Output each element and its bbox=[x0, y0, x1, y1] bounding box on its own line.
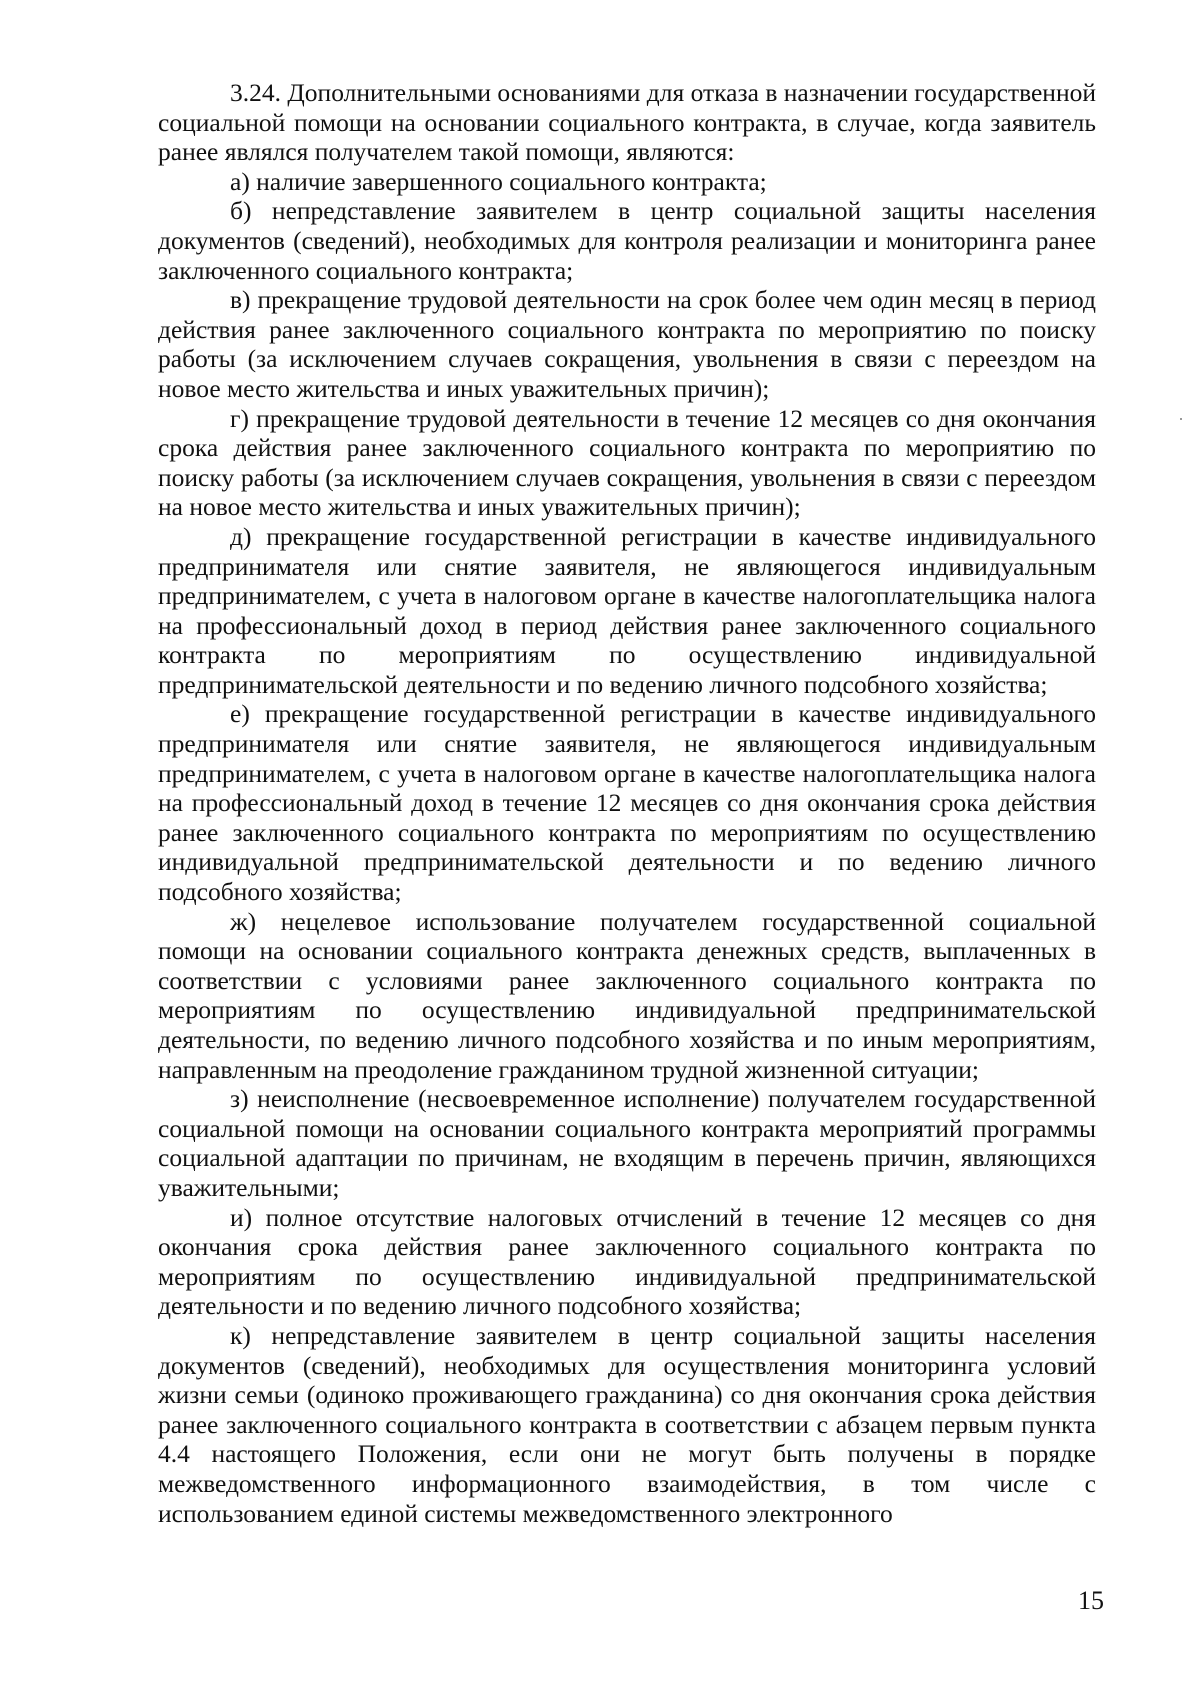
paragraph-g: г) прекращение трудовой деятельности в течение 12 месяцев со дня окончания срока действия ранее заключенного социального контракта по мероприятию по поиску работы (за исключением случаев сокращения, увольнения в связи с переездом на новое место жительства и иных уважительных причин); bbox=[158, 403, 1096, 522]
paragraph-b: б) непредставление заявителем в центр социальной защиты населения документов (сведений), необходимых для контроля реализации и мониторинга ранее заключенного социального контракта; bbox=[158, 196, 1096, 285]
paragraph-d: д) прекращение государственной регистрации в качестве индивидуального предпринимателя или снятие заявителя, не являющегося индивидуальным предпринимателем, с учета в налоговом органе в качестве налогоплательщика налога на профессиональный доход в период действия ранее заключенного социального контракта по мероприятиям по осуществлению индивидуальной предпринимательской деятельности и по ведению личного подсобного хозяйства; bbox=[158, 521, 1096, 699]
paragraph-3-24: 3.24. Дополнительными основаниями для отказа в назначении государственной социальной помощи на основании социального контракта, в случае, когда заявитель ранее являлся получателем такой помощи, являются: bbox=[158, 78, 1096, 167]
scan-speck bbox=[1180, 418, 1182, 420]
paragraph-v: в) прекращение трудовой деятельности на срок более чем один месяц в период действия ранее заключенного социального контракта по мероприятию по поиску работы (за исключением случаев сокращения, увольнения в связи с переездом на новое место жительства и иных уважительных причин); bbox=[158, 285, 1096, 403]
paragraph-k: к) непредставление заявителем в центр социальной защиты населения документов (сведений), необходимых для осуществления мониторинга условий жизни семьи (одиноко проживающего гражданина) со дня окончания срока действия ранее заключенного социального контракта в соответствии с абзацем первым пункта 4.4 настоящего Положения, если они не могут быть получены в порядке межведомственного информационного взаимодействия, в том числе с использованием единой системы межведомственного электронного bbox=[158, 1320, 1096, 1528]
paragraph-i: и) полное отсутствие налоговых отчислений в течение 12 месяцев со дня окончания срока действия ранее заключенного социального контракта по мероприятиям по осуществлению индивидуальной предпринимательской деятельности и по ведению личного подсобного хозяйства; bbox=[158, 1202, 1096, 1321]
paragraph-a: а) наличие завершенного социального контракта; bbox=[230, 166, 767, 196]
paragraph-z: з) неисполнение (несвоевременное исполнение) получателем государственной социальной помощи на основании социального контракта мероприятий программы социальной адаптации по причинам, не входящим в перечень причин, являющихся уважительными; bbox=[158, 1084, 1096, 1202]
document-body bbox=[158, 78, 1096, 1528]
paragraph-e: е) прекращение государственной регистрации в качестве индивидуального предпринимателя или снятие заявителя, не являющегося индивидуальным предпринимателем, с учета в налоговом органе в качестве налогоплательщика налога на профессиональный доход в течение 12 месяцев со дня окончания срока действия ранее заключенного социального контракта по мероприятиям по осуществлению индивидуальной предпринимательской деятельности и по ведению личного подсобного хозяйства; bbox=[158, 699, 1096, 907]
page-number: 15 bbox=[1078, 1586, 1104, 1615]
paragraph-zh: ж) нецелевое использование получателем государственной социальной помощи на основании социального контракта денежных средств, выплаченных в соответствии с условиями ранее заключенного социального контракта по мероприятиям по осуществлению индивидуальной предпринимательской деятельности, по ведению личного подсобного хозяйства и по иным мероприятиям, направленным на преодоление гражданином трудной жизненной ситуации; bbox=[158, 906, 1096, 1084]
